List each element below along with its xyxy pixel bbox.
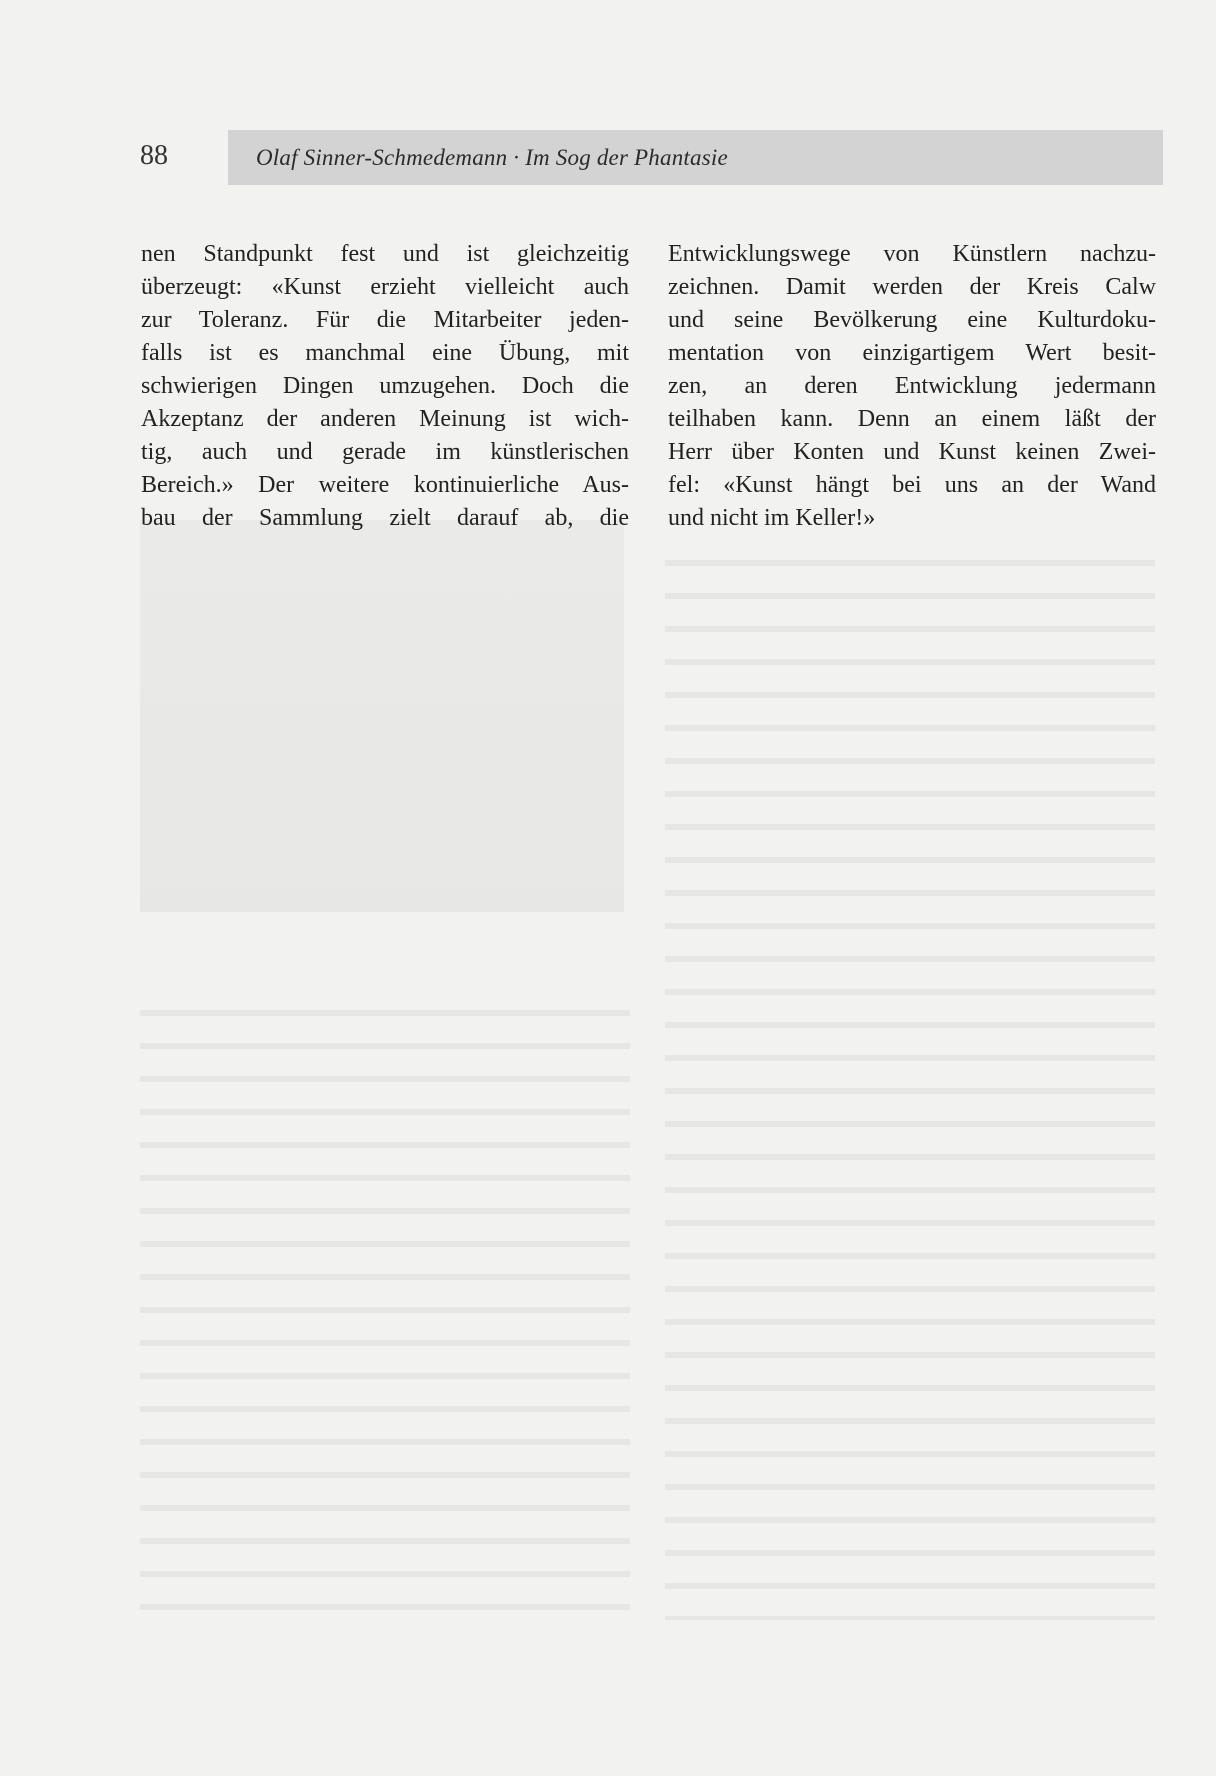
text-line: bau der Sammlung zielt darauf ab, die: [141, 505, 629, 531]
show-through-text-left: [140, 990, 630, 1620]
show-through-image: [140, 520, 624, 912]
text-line: Bereich.» Der weitere kontinuierliche Aus-: [141, 472, 629, 498]
text-line: Akzeptanz der anderen Meinung ist wich-: [141, 406, 629, 432]
text-line: falls ist es manchmal eine Übung, mit: [141, 340, 629, 366]
text-line: mentation von einzigartigem Wert besit-: [668, 340, 1156, 366]
text-line: Entwicklungswege von Künstlern nachzu-: [668, 241, 1156, 267]
page-number: 88: [140, 140, 168, 171]
text-line: überzeugt: «Kunst erzieht vielleicht auch: [141, 274, 629, 300]
text-line: schwierigen Dingen umzugehen. Doch die: [141, 373, 629, 399]
right-column: [668, 238, 1156, 535]
text-line: zeichnen. Damit werden der Kreis Calw: [668, 274, 1156, 300]
text-line: zur Toleranz. Für die Mitarbeiter jeden-: [141, 307, 629, 333]
text-line: nen Standpunkt fest und ist gleichzeitig: [141, 241, 629, 267]
text-line: und seine Bevölkerung eine Kulturdoku-: [668, 307, 1156, 333]
left-column: [141, 238, 629, 535]
show-through-text-right: [665, 540, 1155, 1620]
text-line: Herr über Konten und Kunst keinen Zwei-: [668, 439, 1156, 465]
text-line: tig, auch und gerade im künstlerischen: [141, 439, 629, 465]
text-line: fel: «Kunst hängt bei uns an der Wand: [668, 472, 1156, 498]
text-line: zen, an deren Entwicklung jedermann: [668, 373, 1156, 399]
text-line: und nicht im Keller!»: [668, 505, 876, 531]
running-header: [228, 130, 1163, 185]
running-header-text: Olaf Sinner-Schmedemann · Im Sog der Phantasie: [256, 144, 728, 170]
text-line: teilhaben kann. Denn an einem läßt der: [668, 406, 1156, 432]
